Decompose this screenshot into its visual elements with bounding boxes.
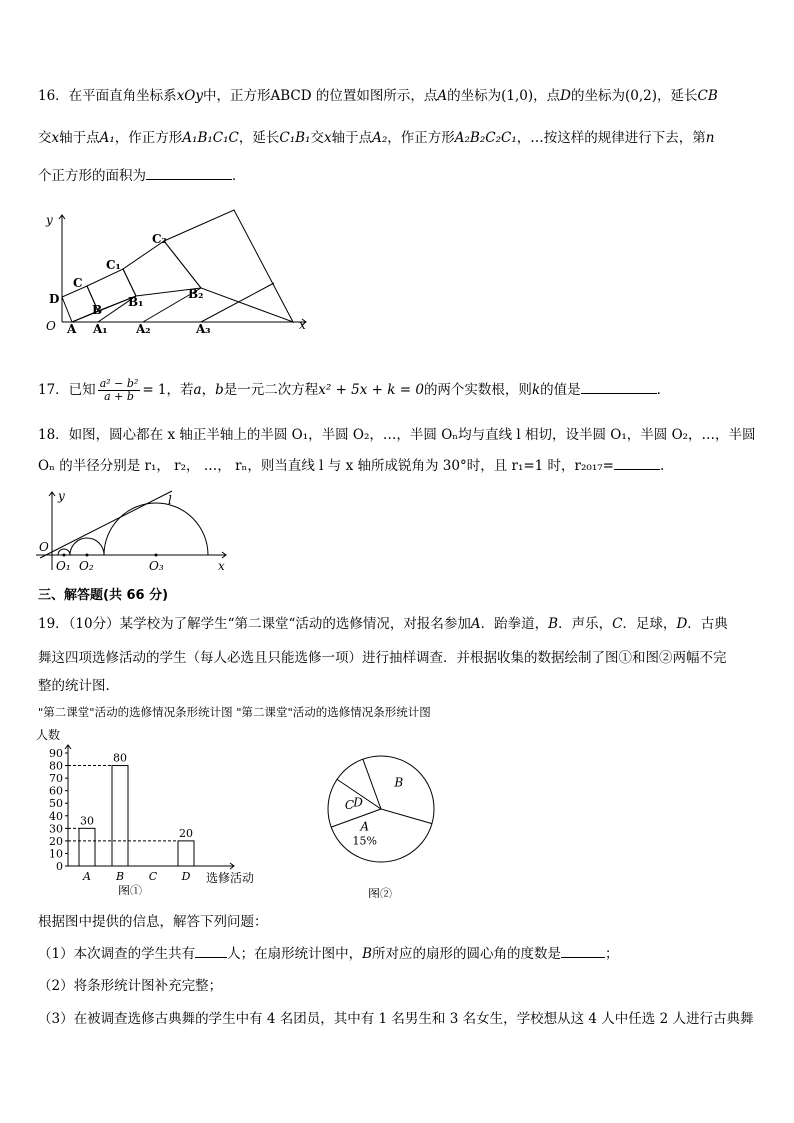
q16-cb: CB <box>697 88 718 104</box>
label-d: D <box>49 292 60 306</box>
q16-n: n <box>705 130 715 146</box>
pie-caption: 图② <box>368 887 393 898</box>
q17-var-a: a <box>193 382 202 398</box>
pie-label-B: B <box>394 775 404 790</box>
bar-chart <box>36 725 276 895</box>
label-a2: A₂ <box>136 322 151 336</box>
q19-text: ； <box>605 946 619 962</box>
pie-chart <box>322 738 442 898</box>
bar-D <box>178 841 194 866</box>
q19-option-a: A <box>470 616 481 632</box>
pie-label-D: D <box>353 795 363 810</box>
q19-text: ．古典 <box>687 616 728 632</box>
bar-y-tick-label: 10 <box>49 847 63 861</box>
q19-text: ．足球， <box>622 616 677 632</box>
q17-frac-den: a + b <box>104 390 134 403</box>
q19-option-b: B <box>548 616 559 632</box>
q19-option-d: D <box>676 616 688 632</box>
q16-text: ，…按这样的规律进行下去，第 <box>516 130 706 146</box>
q19-option-c: C <box>612 616 623 632</box>
label-c2: C₂ <box>152 232 167 246</box>
label-l: l <box>168 493 172 507</box>
q19-chart-titles: "第二课堂"活动的选修情况条形统计图 "第二课堂"活动的选修情况条形统计图 <box>38 705 431 719</box>
q16-coord-d: (0,2) <box>624 88 657 104</box>
q16-x: x <box>323 130 332 146</box>
pie-label-C: C <box>344 798 355 813</box>
bar-caption: 图① <box>118 884 143 895</box>
q17-equation: x² + 5x + k = 0 <box>318 382 424 398</box>
label-o3: O₃ <box>149 559 164 573</box>
q19-line1 <box>38 614 728 634</box>
bar-data-label: 80 <box>113 751 127 765</box>
label-x: x <box>218 559 225 573</box>
q16-text: ． <box>232 168 246 184</box>
pie-label-A: A <box>360 819 370 834</box>
q16-text: ，延长 <box>656 88 698 104</box>
q19-sub2: （2）将条形统计图补充完整； <box>38 978 223 994</box>
q19-sub1 <box>38 944 619 964</box>
q16-line2 <box>38 128 714 148</box>
q19-prompt: 根据图中提供的信息，解答下列问题： <box>38 914 268 930</box>
q16-line3 <box>38 166 246 186</box>
q16-text: 的坐标为 <box>570 88 625 104</box>
q19-angle-blank[interactable] <box>561 957 605 958</box>
q16-text: 个正方形的面积为 <box>38 168 146 184</box>
q16-text: ，延长 <box>238 130 280 146</box>
label-o1: O₁ <box>56 559 71 573</box>
bar-y-tick-label: 0 <box>56 860 63 873</box>
q17-text: 是一元二次方程 <box>223 382 319 398</box>
center-o1 <box>63 554 66 557</box>
bar-category-label: A <box>83 870 91 883</box>
q17-line <box>38 376 670 404</box>
q18-line2 <box>38 456 664 476</box>
q18-line1: 18．如图，圆心都在 x 轴正半轴上的半圆 O₁，半圆 O₂，…，半圆 Oₙ均与直线 l 相切，设半圆 O₁，半圆 O₂，…，半圆 <box>38 427 756 443</box>
q19-option-b: B <box>362 946 373 962</box>
bar-category-label: D <box>181 870 191 883</box>
bar-ylabel: 人数 <box>36 728 61 742</box>
section-heading: 三、解答题(共 66 分) <box>38 588 169 603</box>
bar-y-tick-label: 40 <box>49 809 63 823</box>
label-o: O <box>39 540 49 554</box>
pie-percent-A: 15% <box>352 834 377 848</box>
q18-text: Oₙ 的半径分别是 r₁， r₂， …， rₙ，则当直线 l 与 x 轴所成锐角为 30°时，且 r₁=1 时，r₂₀₁₇= <box>38 458 614 474</box>
q17-var-k: k <box>531 382 541 398</box>
center-o2 <box>86 554 89 557</box>
q16-text: ，点 <box>533 88 561 104</box>
q19-text: 所对应的扇形的圆心角的度数是 <box>372 946 562 962</box>
q17-frac-num: a² − b² <box>99 377 139 390</box>
q16-text: 轴于点 <box>59 130 100 146</box>
q16-point-a: A <box>437 88 448 104</box>
q19-text: ．跆拳道， <box>480 616 549 632</box>
q19-sub3: （3）在被调查选修古典舞的学生中有 4 名团员，其中有 1 名男生和 3 名女生，学校想从这 4 人中任选 2 人进行古典舞 <box>38 1011 754 1027</box>
bar-y-tick-label: 80 <box>49 759 63 773</box>
center-o3 <box>155 554 158 557</box>
q17-answer-blank[interactable] <box>581 393 657 394</box>
q17-text: 的值是 <box>540 382 581 398</box>
extension-line <box>201 283 274 322</box>
q18-text: . <box>659 458 665 474</box>
q16-text: 交 <box>38 130 52 146</box>
q17-text: 的两个实数根，则 <box>423 382 532 398</box>
q17-text: ． <box>656 382 671 398</box>
q16-text: ，作正方形 <box>387 130 455 146</box>
bar-data-label: 30 <box>80 814 94 828</box>
q17-var-b: b <box>215 382 224 398</box>
label-o: O <box>46 319 56 333</box>
q19-line2: 舞这四项选修活动的学生（每人必选且只能选修一项）进行抽样调查．并根据收集的数据绘制了图①和图②两幅不完 <box>38 650 727 666</box>
q16-coord-a: (1,0) <box>501 88 534 104</box>
label-y: y <box>46 213 53 227</box>
bar-data-label: 20 <box>179 826 193 840</box>
q16-c1b1: C₁B₁ <box>279 130 311 146</box>
q16-a2: A₂ <box>372 130 388 146</box>
label-b: B <box>92 303 103 317</box>
q19-text: ．声乐， <box>558 616 613 632</box>
q16-figure <box>36 205 326 345</box>
square-3 <box>164 210 293 322</box>
label-x: x <box>299 318 306 332</box>
q19-text: 人；在扇形统计图中， <box>227 946 363 962</box>
label-o2: O₂ <box>79 559 94 573</box>
label-y: y <box>58 489 65 503</box>
bar-xlabel: 选修活动 <box>206 871 255 885</box>
q19-text: 19．（10分）某学校为了解学生“第二课堂“活动的选修情况，对报名参加 <box>38 616 471 632</box>
label-c1: C₁ <box>106 258 121 272</box>
q17-text: ， <box>201 382 216 398</box>
q16-square2: A₂B₂C₂C₁ <box>454 130 517 146</box>
q19-text: （1）本次调查的学生共有 <box>38 946 196 962</box>
bar-y-tick-label: 60 <box>49 784 63 798</box>
label-a1: A₁ <box>93 322 108 336</box>
q19-total-blank[interactable] <box>195 957 227 958</box>
semicircle-o3 <box>104 503 208 555</box>
q16-text: ，作正方形 <box>114 130 183 146</box>
label-a: A <box>67 322 77 336</box>
bar-y-tick-label: 20 <box>49 834 63 848</box>
q16-text: 中，正方形ABCD 的位置如图所示，点 <box>203 88 438 104</box>
q16-text: 轴于点 <box>331 130 373 146</box>
bar-category-label: B <box>115 870 125 883</box>
bar-A <box>79 828 95 866</box>
q18-answer-blank[interactable] <box>614 469 660 470</box>
q16-xoy: xOy <box>176 88 203 104</box>
bar-y-tick-label: 30 <box>49 822 63 836</box>
label-c: C <box>73 276 83 290</box>
q19-line3: 整的统计图． <box>38 678 119 694</box>
q17-text: 17．已知 <box>38 382 96 398</box>
label-b2: B₂ <box>188 287 204 301</box>
q16-text: 的坐标为 <box>447 88 502 104</box>
bar-y-tick-label: 70 <box>49 772 63 786</box>
bar-category-label: C <box>148 870 158 883</box>
q17-fraction <box>98 378 141 403</box>
q16-line1 <box>38 86 718 106</box>
label-b1: B₁ <box>128 295 144 309</box>
q17-text: = 1，若 <box>142 382 194 398</box>
q16-text: 交 <box>310 130 324 146</box>
q16-answer-blank[interactable] <box>146 179 232 180</box>
q16-square1: A₁B₁C₁C <box>182 130 239 146</box>
bar-y-tick-label: 90 <box>49 747 63 760</box>
q18-figure <box>36 488 236 574</box>
label-a3: A₃ <box>196 322 211 336</box>
q16-a1: A₁ <box>99 130 115 146</box>
bar-B <box>112 766 128 866</box>
q16-point-d: D <box>560 88 571 104</box>
q16-x: x <box>51 130 60 146</box>
bar-y-tick-label: 50 <box>49 797 63 811</box>
q16-text: 16．在平面直角坐标系 <box>38 88 177 104</box>
